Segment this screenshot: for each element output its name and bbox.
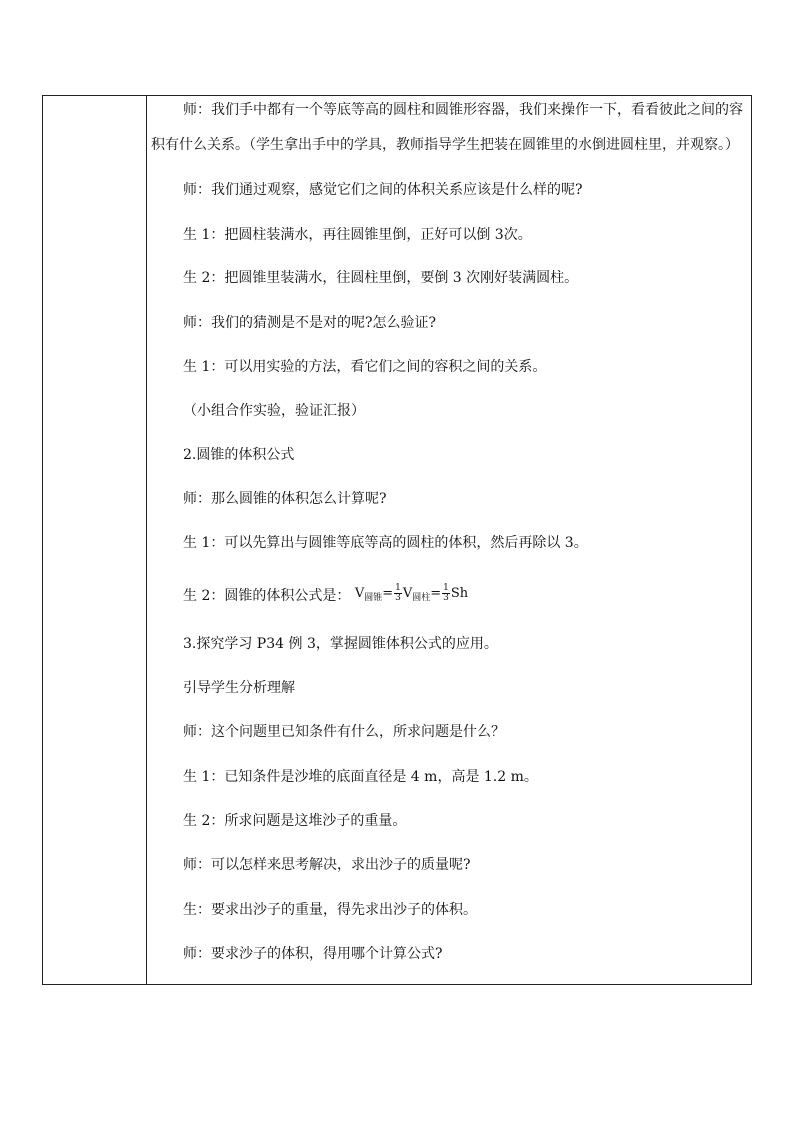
paragraph-16: 生 2：所求问题是这堆沙子的重量。 (183, 813, 407, 829)
table-right-column (147, 96, 751, 984)
paragraph-19: 师：要求沙子的体积，得用哪个计算公式? (183, 946, 443, 962)
paragraph-7: （小组合作实验，验证汇报） (183, 403, 365, 419)
fraction-one-third: $\frac{1}{3}$ (395, 583, 401, 603)
formula-intro: 生 2：圆锥的体积公式是： (183, 588, 351, 604)
fraction-one-third-2: $\frac{1}{3}$ (443, 583, 449, 603)
lesson-table (42, 95, 752, 985)
cone-volume-formula: $V_{圆锥}=$ $\frac{1}{3}$ $V_{圆柱}=$ $\frac{1}{3}$ Sh (354, 583, 469, 603)
table-left-column (43, 96, 147, 984)
paragraph-13: 引导学生分析理解 (183, 680, 295, 696)
paragraph-14: 师：这个问题里已知条件有什么，所求问题是什么？ (183, 724, 505, 740)
paragraph-6: 生 1：可以用实验的方法，看它们之间的容积之间的关系。 (183, 359, 547, 375)
paragraph-10: 生 1：可以先算出与圆锥等底等高的圆柱的体积，然后再除以 3。 (183, 535, 588, 551)
paragraph-15: 生 1：已知条件是沙堆的底面直径是 4 m，高是 1.2 m。 (183, 769, 538, 785)
paragraph-4: 生 2：把圆锥里装满水，往圆柱里倒，要倒 3 次刚好装满圆柱。 (183, 270, 579, 286)
paragraph-18: 生：要求出沙子的重量，得先求出沙子的体积。 (183, 902, 477, 918)
paragraph-1: 师：我们手中都有一个等底等高的圆柱和圆锥形容器，我们来操作一下，看看彼此之间的容 (183, 102, 743, 118)
paragraph-12: 3.探究学习 P34 例 3，掌握圆锥体积公式的应用。 (183, 636, 498, 652)
paragraph-11 (183, 584, 739, 608)
paragraph-8: 2.圆锥的体积公式 (183, 447, 295, 463)
paragraph-5: 师：我们的猜测是不是对的呢?怎么验证? (183, 315, 437, 331)
paragraph-1-continued: 积有什么关系。（学生拿出手中的学具，教师指导学生把装在圆锥里的水倒进圆柱里，并观察。） (151, 137, 739, 153)
paragraph-2: 师：我们通过观察，感觉它们之间的体积关系应该是什么样的呢? (183, 182, 583, 198)
paragraph-17: 师：可以怎样来思考解决，求出沙子的质量呢? (183, 857, 471, 873)
paragraph-9: 师：那么圆锥的体积怎么计算呢? (183, 491, 387, 507)
paragraph-3: 生 1：把圆柱装满水，再往圆锥里倒，正好可以倒 3次。 (183, 227, 532, 243)
